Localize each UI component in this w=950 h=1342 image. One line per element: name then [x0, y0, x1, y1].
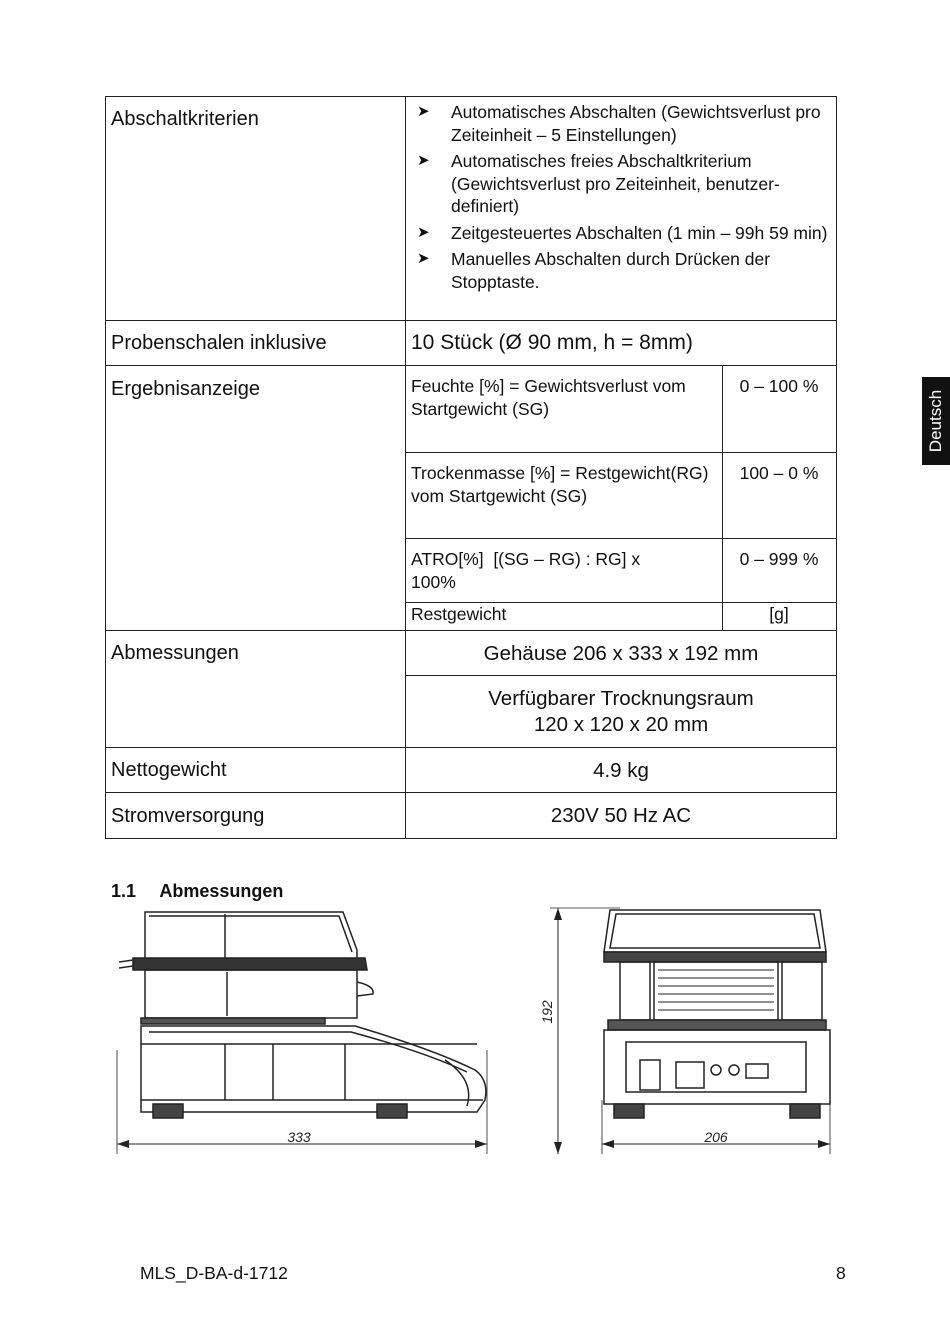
value-probenschalen: 10 Stück (Ø 90 mm, h = 8mm)	[411, 331, 693, 354]
height-dimension-label: 192	[539, 1000, 555, 1024]
result-range-feuchte: 0 – 100 %	[739, 376, 819, 396]
value-gehaeuse: Gehäuse 206 x 333 x 192 mm	[483, 642, 759, 665]
value-trocknungsraum-label: Verfügbarer Trocknungsraum	[488, 687, 754, 710]
result-range-restgewicht: [g]	[769, 604, 789, 624]
result-desc-atro: ATRO[%] [(SG – RG) : RG] x 100%	[411, 549, 646, 592]
result-desc-trockenmasse: Trockenmasse [%] = Restgewicht(RG) vom Startgewicht (SG)	[411, 463, 709, 506]
result-desc-restgewicht: Restgewicht	[411, 604, 507, 624]
value-trocknungsraum-size: 120 x 120 x 20 mm	[533, 713, 709, 736]
label-ergebnisanzeige: Ergebnisanzeige	[111, 378, 260, 400]
label-probenschalen: Probenschalen inklusive	[111, 332, 327, 354]
section-title: Abmessungen	[159, 881, 284, 901]
depth-dimension-label: 206	[704, 1129, 728, 1145]
arrow-bullet-icon: ➤	[417, 223, 430, 241]
result-range-trockenmasse: 100 – 0 %	[739, 463, 819, 483]
section-number: 1.1	[111, 881, 137, 901]
value-nettogewicht: 4.9 kg	[593, 759, 649, 782]
arrow-bullet-icon: ➤	[417, 250, 430, 267]
side-view-drawing	[105, 900, 505, 1160]
label-nettogewicht: Nettogewicht	[111, 759, 227, 781]
list-item: ➤ Manuelles Abschalten durch Drücken der Stopptaste.	[417, 249, 771, 292]
language-tab-label: Deutsch	[926, 389, 945, 453]
language-tab	[922, 377, 950, 465]
list-item: ➤ Zeitgesteuertes Abschalten (1 min – 99h 59 min)	[417, 222, 828, 243]
arrow-bullet-icon: ➤	[417, 152, 430, 169]
list-item: ➤ Automatisches Abschalten (Gewichtsverlust pro Zeiteinheit – 5 Einstellungen)	[417, 102, 821, 145]
footer-doc-id: MLS_D-BA-d-1712	[140, 1263, 288, 1283]
list-item: ➤ Automatisches freies Abschaltkriterium (Gewichtsverlust pro Zeiteinheit, benutzer-definiert)	[417, 151, 780, 216]
result-range-atro: 0 – 999 %	[739, 549, 819, 569]
label-abschaltkriterien: Abschaltkriterien	[111, 108, 259, 130]
footer-page-number: 8	[836, 1263, 846, 1283]
label-stromversorgung: Stromversorgung	[111, 805, 265, 827]
result-desc-feuchte: Feuchte [%] = Gewichtsverlust vom Startgewicht (SG)	[411, 376, 686, 419]
section-heading	[111, 881, 283, 902]
front-view-drawing	[530, 900, 840, 1160]
value-stromversorgung: 230V 50 Hz AC	[550, 804, 692, 827]
label-abmessungen: Abmessungen	[111, 642, 239, 664]
width-dimension-label: 333	[287, 1129, 311, 1145]
arrow-bullet-icon: ➤	[417, 103, 430, 120]
shutdown-criteria-list	[417, 101, 831, 297]
